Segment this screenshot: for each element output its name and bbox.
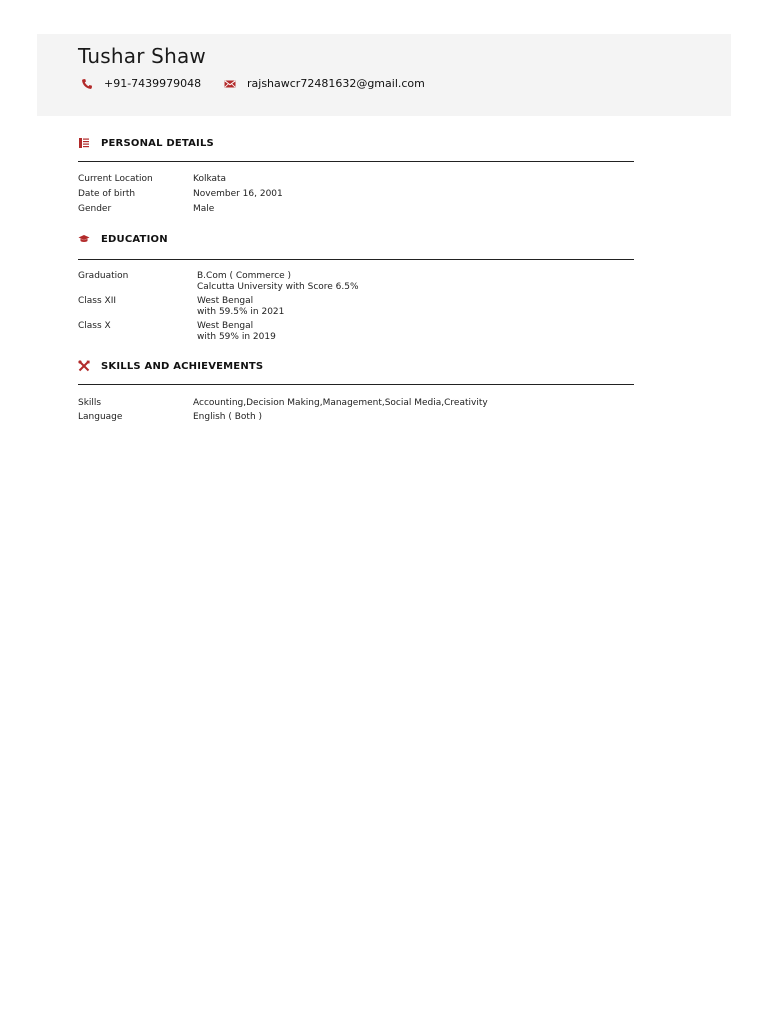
email-contact [224, 77, 425, 90]
skills-value: English ( Both ) [193, 412, 263, 422]
education-line1: B.Com ( Commerce ) [197, 271, 292, 281]
resume-header [37, 34, 731, 116]
phone-icon [81, 78, 93, 90]
graduation-cap-icon [78, 233, 90, 245]
detail-label: Gender [78, 204, 112, 214]
education-line1: West Bengal [197, 296, 254, 306]
envelope-icon [224, 78, 236, 90]
list-icon [78, 137, 90, 149]
education-label: Graduation [78, 271, 129, 281]
detail-value: Kolkata [193, 174, 227, 184]
section-title: SKILLS AND ACHIEVEMENTS [101, 360, 264, 372]
detail-label: Date of birth [78, 189, 136, 199]
education-label: Class XII [78, 296, 117, 306]
phone-number: +91-7439979048 [104, 77, 202, 90]
detail-label: Current Location [78, 174, 153, 184]
skills-value: Accounting,Decision Making,Management,Social Media,Creativity [193, 398, 488, 408]
skills-label: Skills [78, 398, 102, 408]
section-education [78, 233, 168, 245]
section-divider [78, 259, 634, 260]
section-title: EDUCATION [101, 233, 168, 245]
section-divider [78, 161, 634, 162]
education-line2: with 59.5% in 2021 [197, 307, 285, 317]
email-address: rajshawcr72481632@gmail.com [247, 77, 425, 90]
detail-value: Male [193, 204, 215, 214]
education-label: Class X [78, 321, 111, 331]
education-line2: with 59% in 2019 [197, 332, 276, 342]
tools-icon [78, 360, 90, 372]
section-personal-details [78, 137, 214, 149]
phone-contact [81, 77, 201, 90]
skills-label: Language [78, 412, 123, 422]
section-skills [78, 360, 263, 372]
section-title: PERSONAL DETAILS [101, 137, 214, 149]
education-line2: Calcutta University with Score 6.5% [197, 282, 359, 292]
section-divider [78, 384, 634, 385]
candidate-name: Tushar Shaw [78, 44, 206, 68]
detail-value: November 16, 2001 [193, 189, 283, 199]
education-line1: West Bengal [197, 321, 254, 331]
